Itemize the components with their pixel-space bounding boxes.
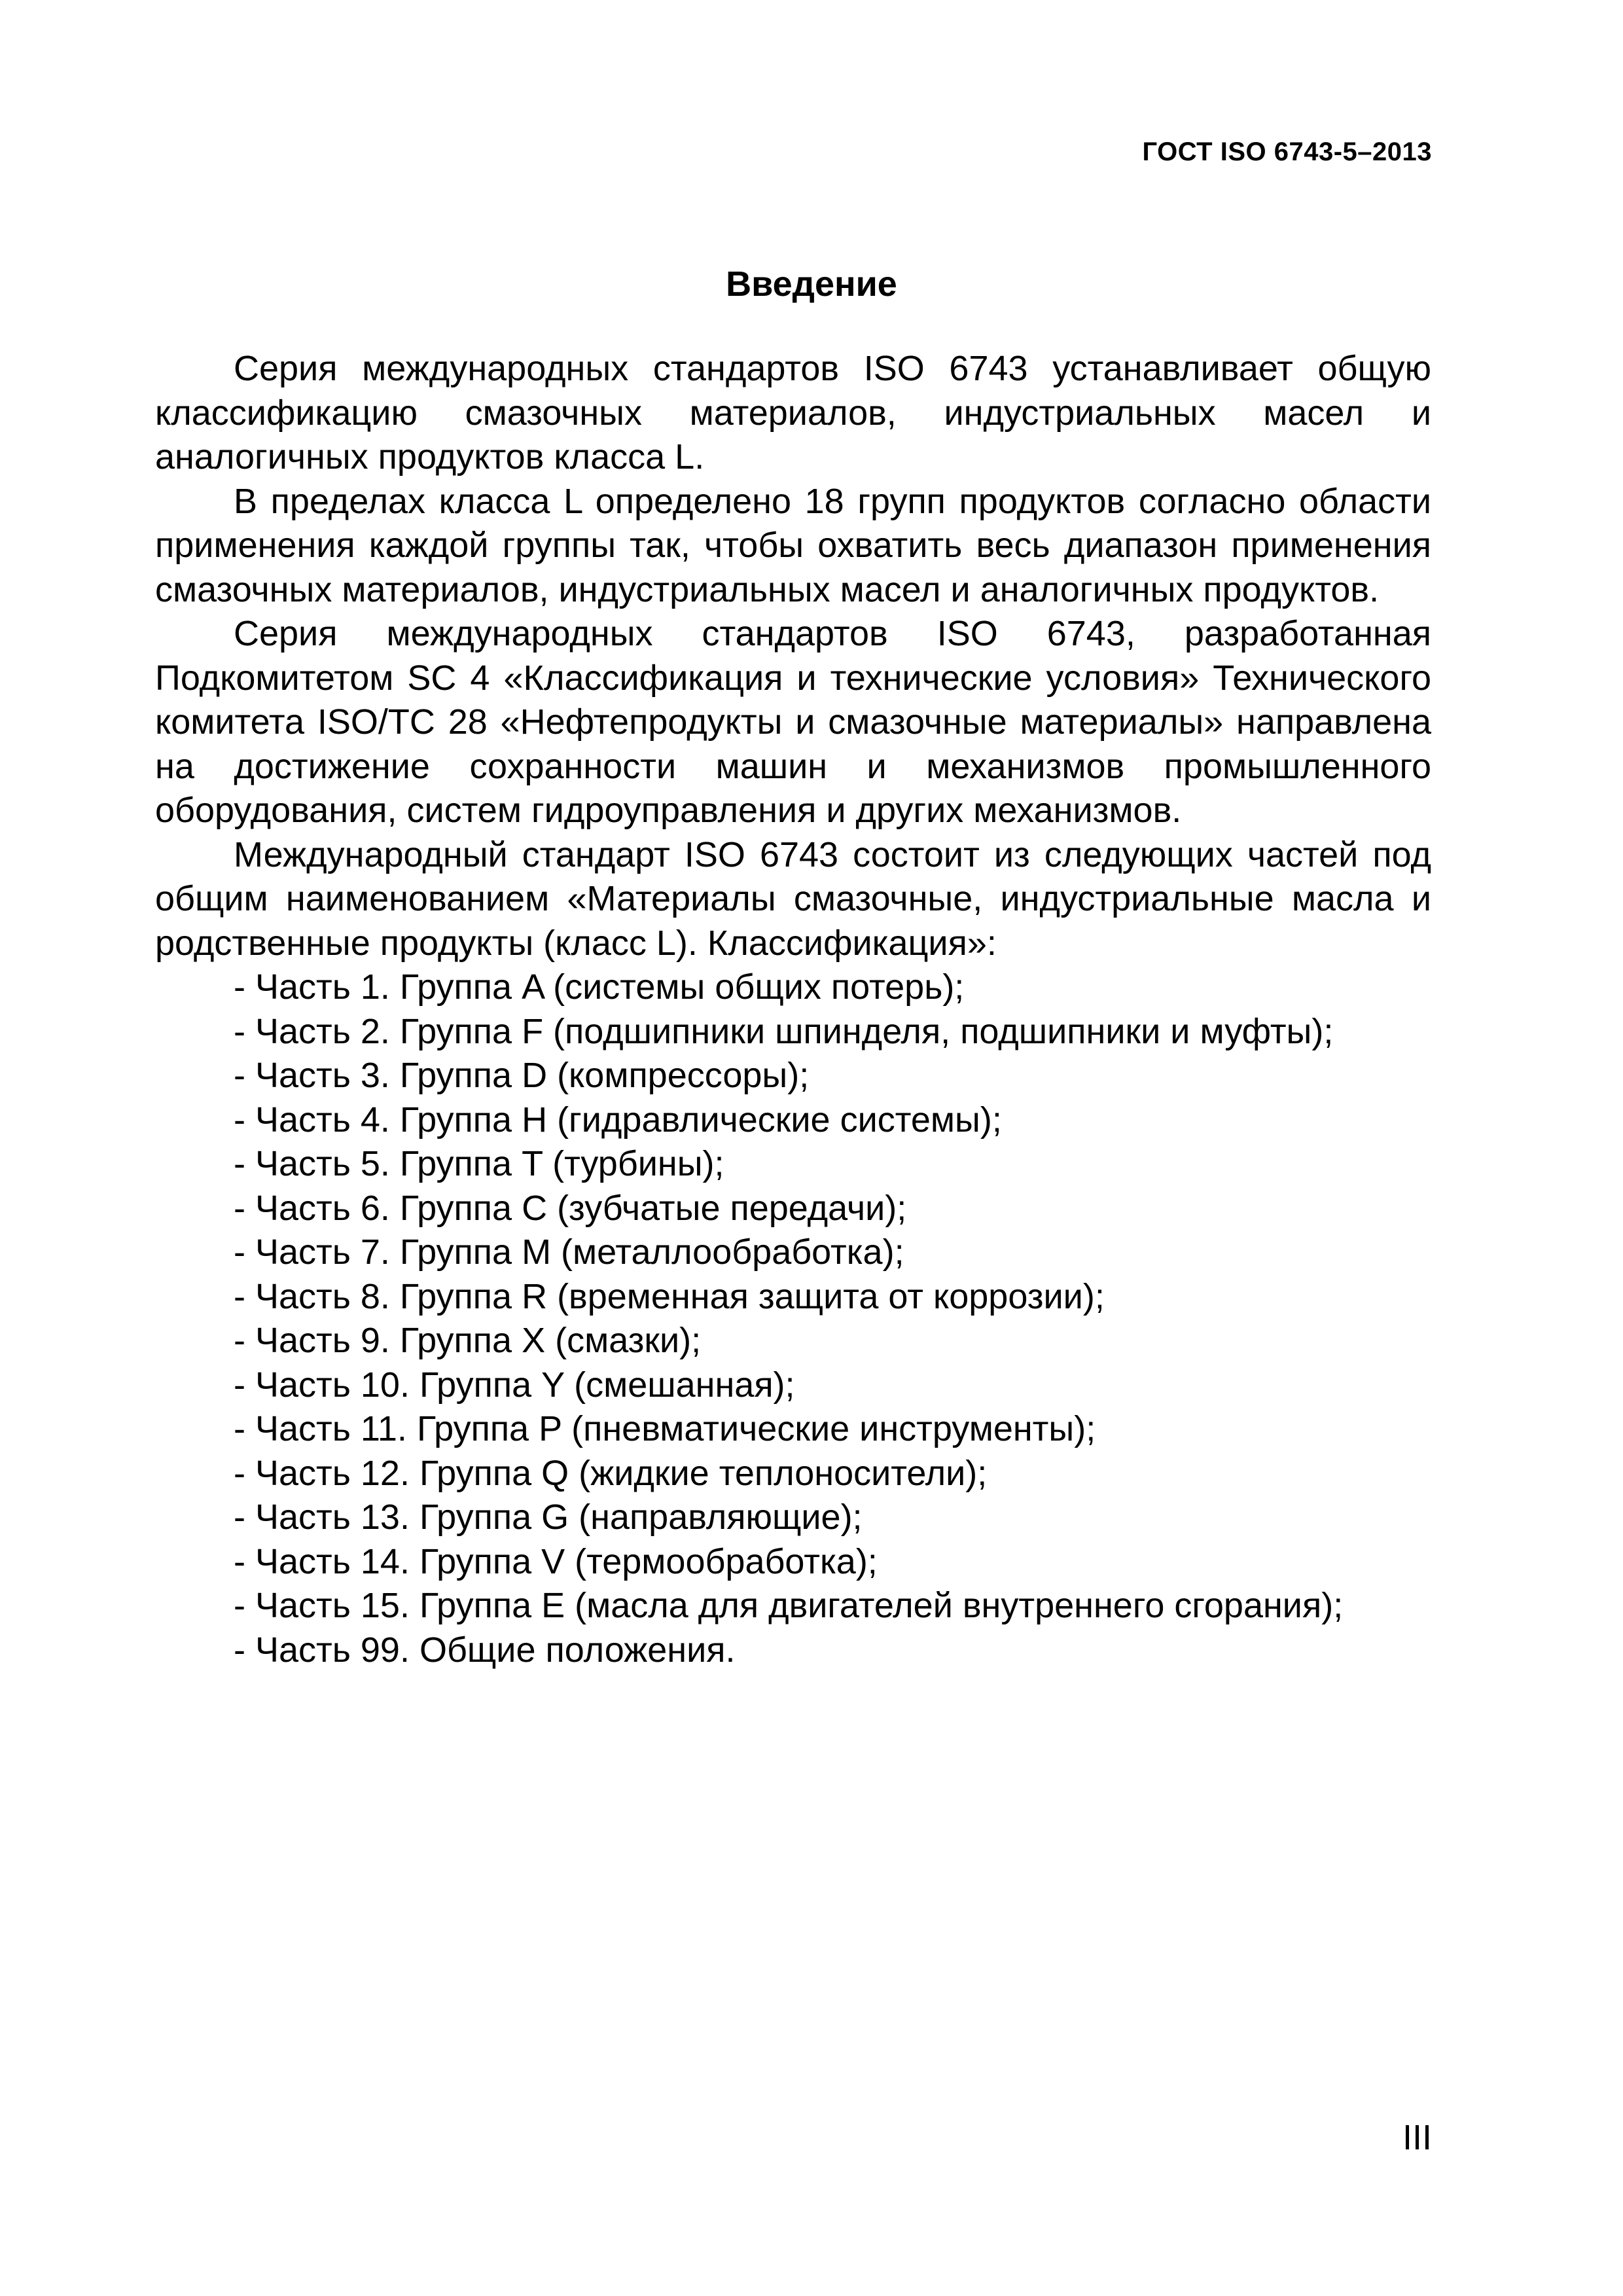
list-item: - Часть 3. Группа D (компрессоры); (234, 1056, 810, 1095)
list-item: - Часть 7. Группа M (металлообработка); (234, 1232, 904, 1272)
list-item: - Часть 6. Группа C (зубчатые передачи); (234, 1188, 907, 1228)
list-item: - Часть 2. Группа F (подшипники шпинделя, подшипники и муфты); (234, 1011, 1334, 1051)
paragraph: В пределах класса L определено 18 групп продуктов согласно области применения каждой группы так, чтобы охватить весь диапазон применения смазочных материалов, индустриальных масел и аналогичных продуктов. (155, 481, 1431, 609)
page-number: III (1402, 2118, 1432, 2157)
list-item: - Часть 14. Группа V (термообработка); (234, 1541, 878, 1581)
parts-list (155, 965, 1431, 1672)
list-item: - Часть 9. Группа X (смазки); (234, 1321, 702, 1360)
list-item: - Часть 5. Группа T (турбины); (234, 1144, 724, 1183)
list-item: - Часть 12. Группа Q (жидкие теплоносители); (234, 1453, 988, 1493)
document-code: ГОСТ ISO 6743-5–2013 (1142, 137, 1432, 166)
list-item: - Часть 11. Группа P (пневматические инструменты); (234, 1409, 1096, 1448)
list-item: - Часть 10. Группа Y (смешанная); (234, 1365, 795, 1405)
list-item: - Часть 15. Группа E (масла для двигателей внутреннего сгорания); (234, 1586, 1344, 1625)
paragraph: Международный стандарт ISO 6743 состоит из следующих частей под общим наименованием «Материалы смазочные, индустриальные масла и родственные продукты (класс L). Классификация»: (155, 834, 1431, 963)
paragraph: Серия международных стандартов ISO 6743 устанавливает общую классификацию смазочных материалов, индустриальных масел и аналогичных продуктов класса L. (155, 349, 1431, 476)
section-title: Введение (726, 264, 897, 304)
list-item: - Часть 99. Общие положения. (234, 1630, 736, 1670)
paragraph: Серия международных стандартов ISO 6743, разработанная Подкомитетом SC 4 «Классификация и технические условия» Технического комитета ISO/TC 28 «Нефтепродукты и смазочные материалы» направлена на достижение сохранности машин и механизмов промышленного оборудования, систем гидроуправления и других механизмов. (155, 614, 1431, 830)
list-item: - Часть 13. Группа G (направляющие); (234, 1498, 863, 1537)
list-item: - Часть 1. Группа A (системы общих потерь); (234, 967, 965, 1007)
introduction-body (155, 347, 1431, 1672)
list-item: - Часть 4. Группа H (гидравлические системы); (234, 1100, 1002, 1139)
list-item: - Часть 8. Группа R (временная защита от коррозии); (234, 1276, 1105, 1316)
